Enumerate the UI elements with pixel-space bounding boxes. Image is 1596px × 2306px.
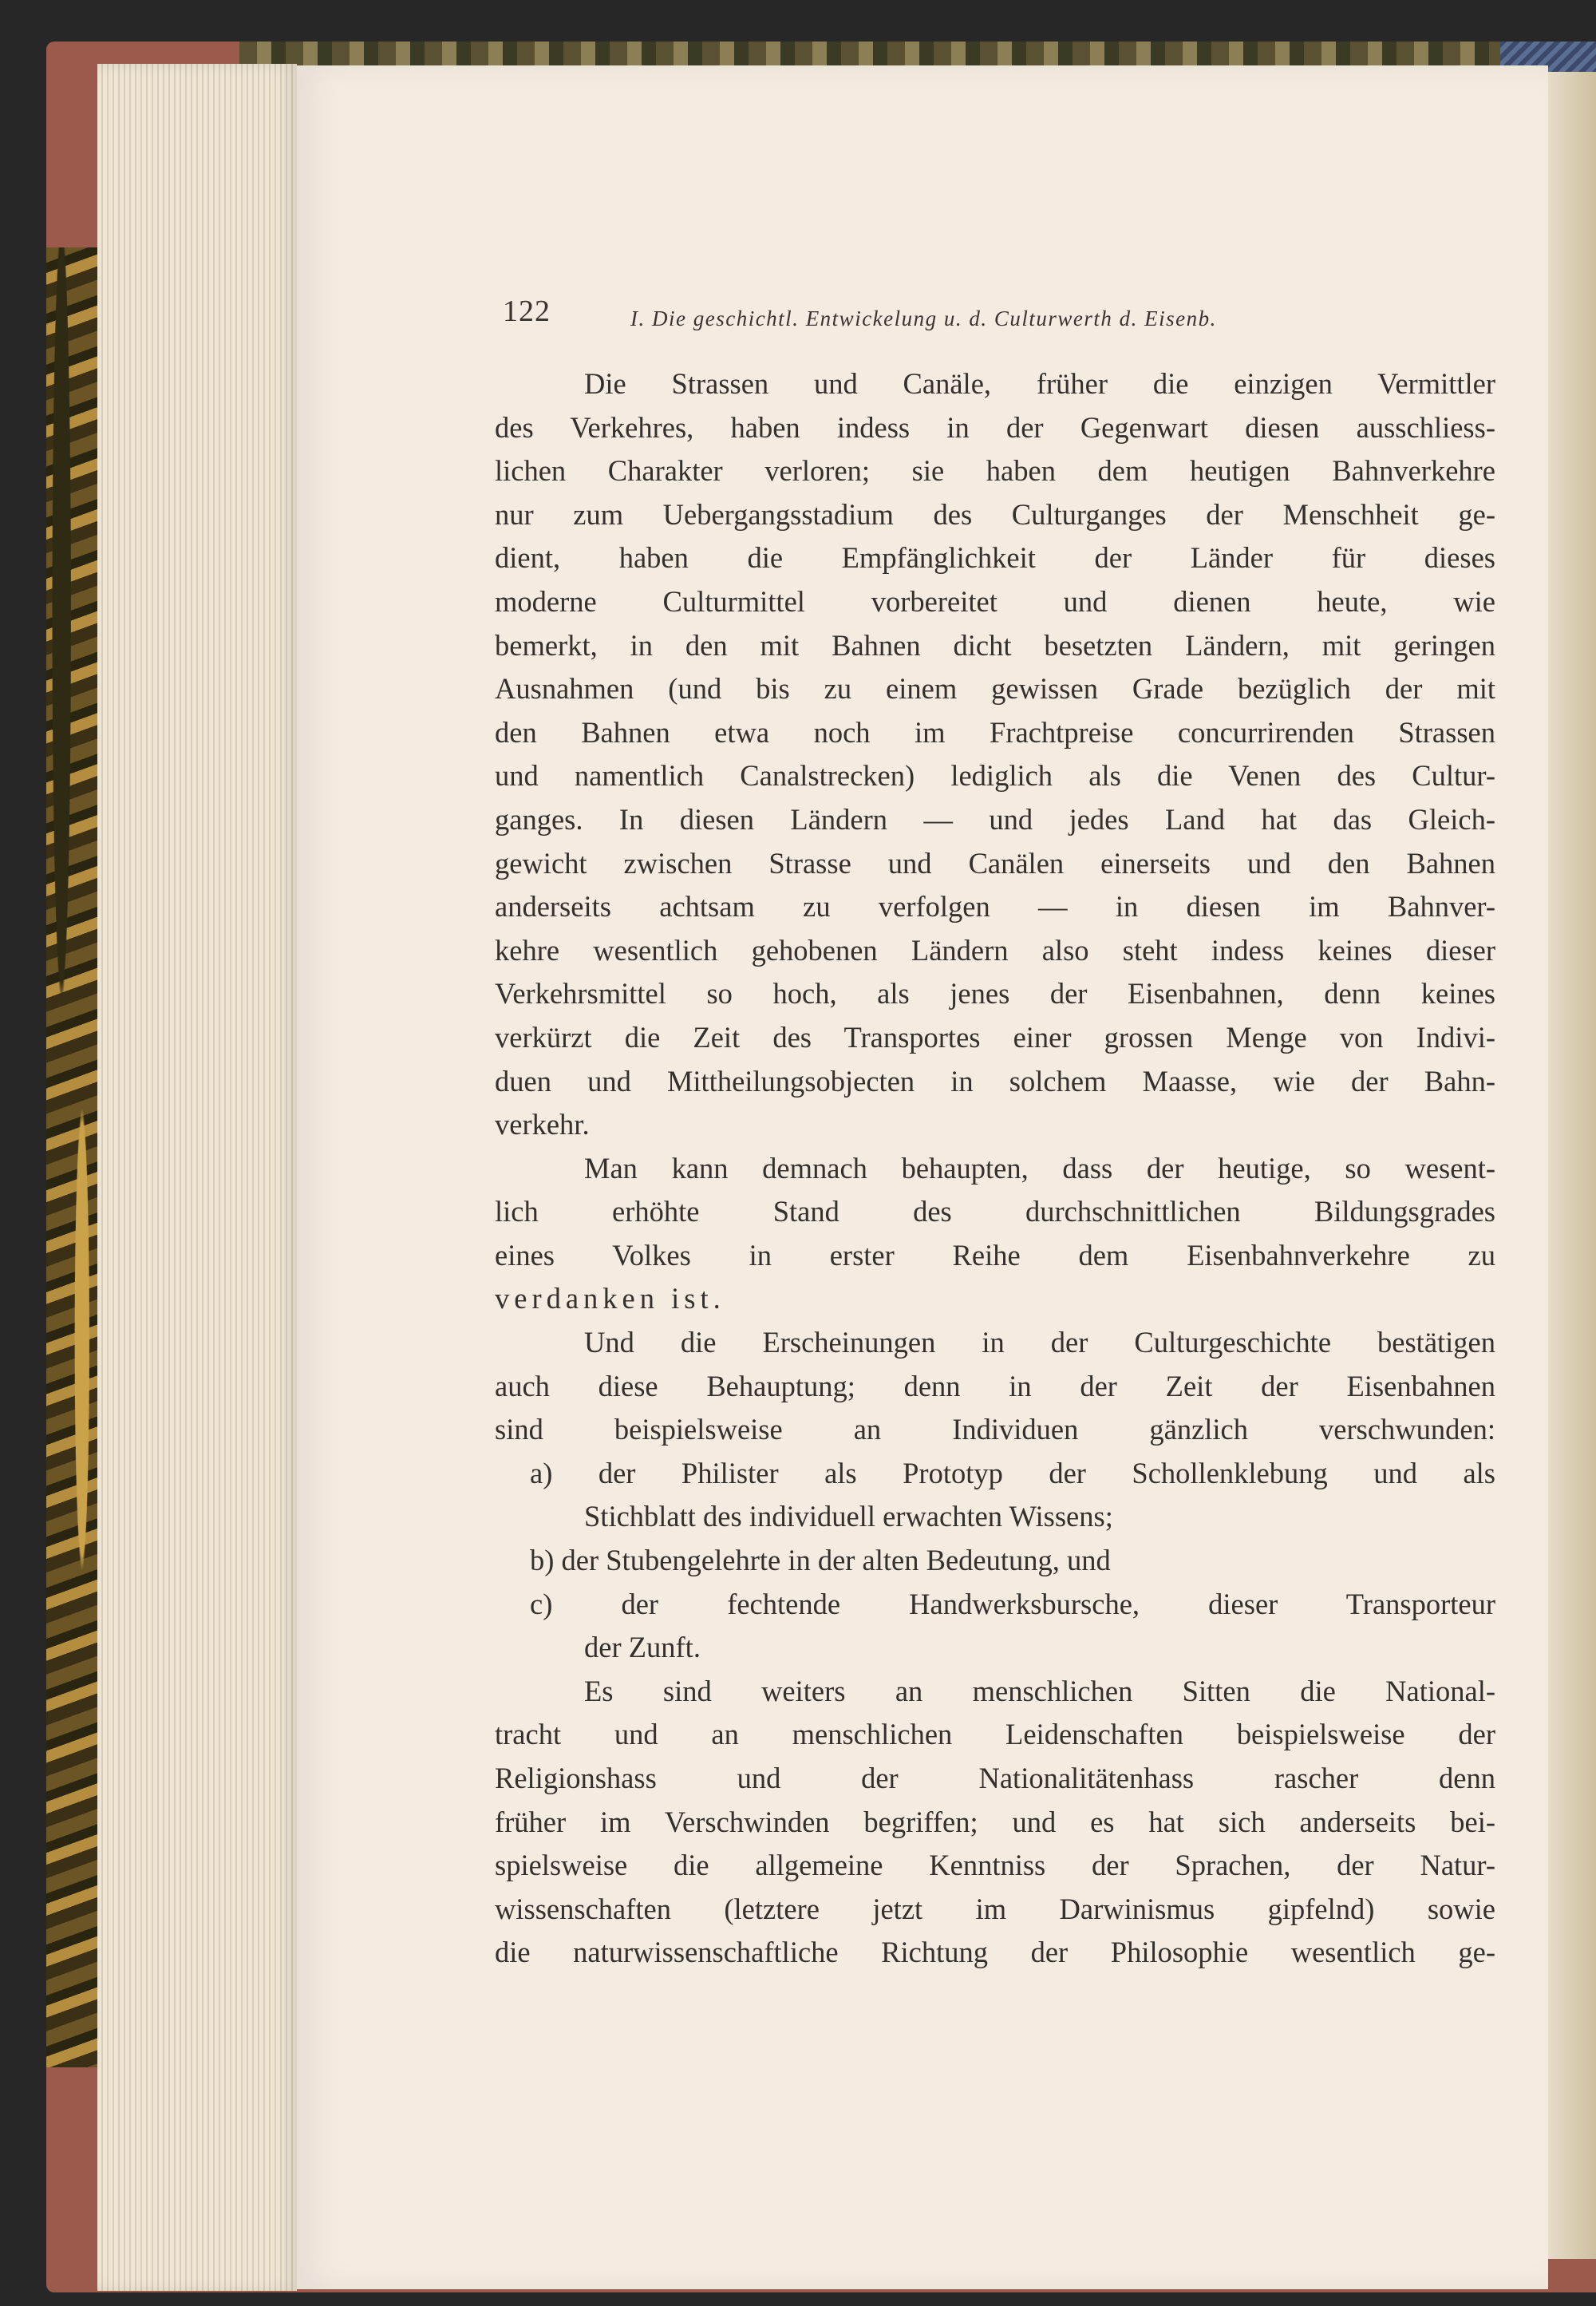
text-line: Ausnahmen (und bis zu einem gewissen Grade bezüglich der mit — [495, 672, 1495, 706]
text-line: Und die Erscheinungen in der Culturgeschichte bestätigen — [584, 1326, 1495, 1359]
body-text — [495, 362, 1495, 1975]
text-line: lichen Charakter verloren; sie haben dem heutigen Bahnverkehre — [495, 454, 1495, 488]
text-line: und namentlich Canalstrecken) lediglich als die Venen des Cultur- — [495, 759, 1495, 793]
text-line: eines Volkes in erster Reihe dem Eisenbahnverkehre zu — [495, 1238, 1495, 1272]
marbled-edge — [46, 247, 97, 2067]
text-line: spielsweise die allgemeine Kenntniss der Sprachen, der Natur- — [495, 1849, 1495, 1882]
text-line: anderseits achtsam zu verfolgen — in diesen im Bahnver- — [495, 890, 1495, 924]
text-line: verkürzt die Zeit des Transportes einer grossen Menge von Indivi- — [495, 1020, 1495, 1054]
text-line: Es sind weiters an menschlichen Sitten die National- — [584, 1674, 1495, 1707]
text-line: lich erhöhte Stand des durchschnittlichen Bildungsgrades — [495, 1195, 1495, 1228]
page-number: 122 — [503, 295, 551, 328]
next-page-edge — [1548, 72, 1596, 2259]
running-head: I. Die geschichtl. Entwickelung u. d. Culturwerth d. Eisenb. — [630, 307, 1217, 330]
text-line: verkehr. — [495, 1108, 590, 1141]
text-line: Religionshass und der Nationalitätenhass rascher denn — [495, 1762, 1495, 1794]
text-line: tracht und an menschlichen Leidenschaften beispielsweise der — [495, 1718, 1495, 1751]
list-item: a) der Philister als Prototyp der Schollenklebung und als — [530, 1456, 1495, 1489]
text-line: nur zum Uebergangsstadium des Culturganges der Menschheit ge- — [495, 497, 1495, 531]
list-item: c) der fechtende Handwerksbursche, dieser Transporteur — [530, 1587, 1495, 1620]
text-line: moderne Culturmittel vorbereitet und dienen heute, wie — [495, 584, 1495, 618]
text-line: Man kann demnach behaupten, dass der heutige, so wesent- — [584, 1151, 1495, 1185]
text-line: ganges. In diesen Ländern — und jedes Land hat das Gleich- — [495, 802, 1495, 836]
text-line: Stichblatt des individuell erwachten Wissens; — [584, 1500, 1113, 1533]
text-line: verdanken ist. — [495, 1282, 725, 1315]
text-line: den Bahnen etwa noch im Frachtpreise concurrirenden Strassen — [495, 715, 1495, 749]
text-line: wissenschaften (letztere jetzt im Darwinismus gipfelnd) sowie — [495, 1892, 1495, 1925]
text-line: auch diese Behauptung; denn in der Zeit der Eisenbahnen — [495, 1369, 1495, 1402]
text-line: Die Strassen und Canäle, früher die einzigen Vermittler — [584, 367, 1495, 400]
text-line: dient, haben die Empfänglichkeit der Länder für dieses — [495, 541, 1495, 575]
text-line: Verkehrsmittel so hoch, als jenes der Eisenbahnen, denn keines — [495, 977, 1495, 1011]
text-line: kehre wesentlich gehobenen Ländern also steht indess keines dieser — [495, 933, 1495, 967]
text-line: früher im Verschwinden begriffen; und es hat sich anderseits bei- — [495, 1805, 1495, 1838]
text-line: gewicht zwischen Strasse und Canälen einerseits und den Bahnen — [495, 846, 1495, 880]
page-edges — [97, 64, 297, 2291]
text-line: die naturwissenschaftliche Richtung der Philosophie wesentlich ge- — [495, 1936, 1495, 1969]
text-line: bemerkt, in den mit Bahnen dicht besetzten Ländern, mit geringen — [495, 628, 1495, 662]
text-line: des Verkehres, haben indess in der Gegenwart diesen ausschliess- — [495, 410, 1495, 444]
list-item: b) der Stubengelehrte in der alten Bedeutung, und — [530, 1544, 1111, 1577]
text-line: der Zunft. — [584, 1631, 701, 1664]
text-line: sind beispielsweise an Individuen gänzlich verschwunden: — [495, 1413, 1495, 1446]
page-header — [503, 294, 1492, 342]
text-line: duen und Mittheilungsobjecten in solchem Maasse, wie der Bahn- — [495, 1064, 1495, 1098]
